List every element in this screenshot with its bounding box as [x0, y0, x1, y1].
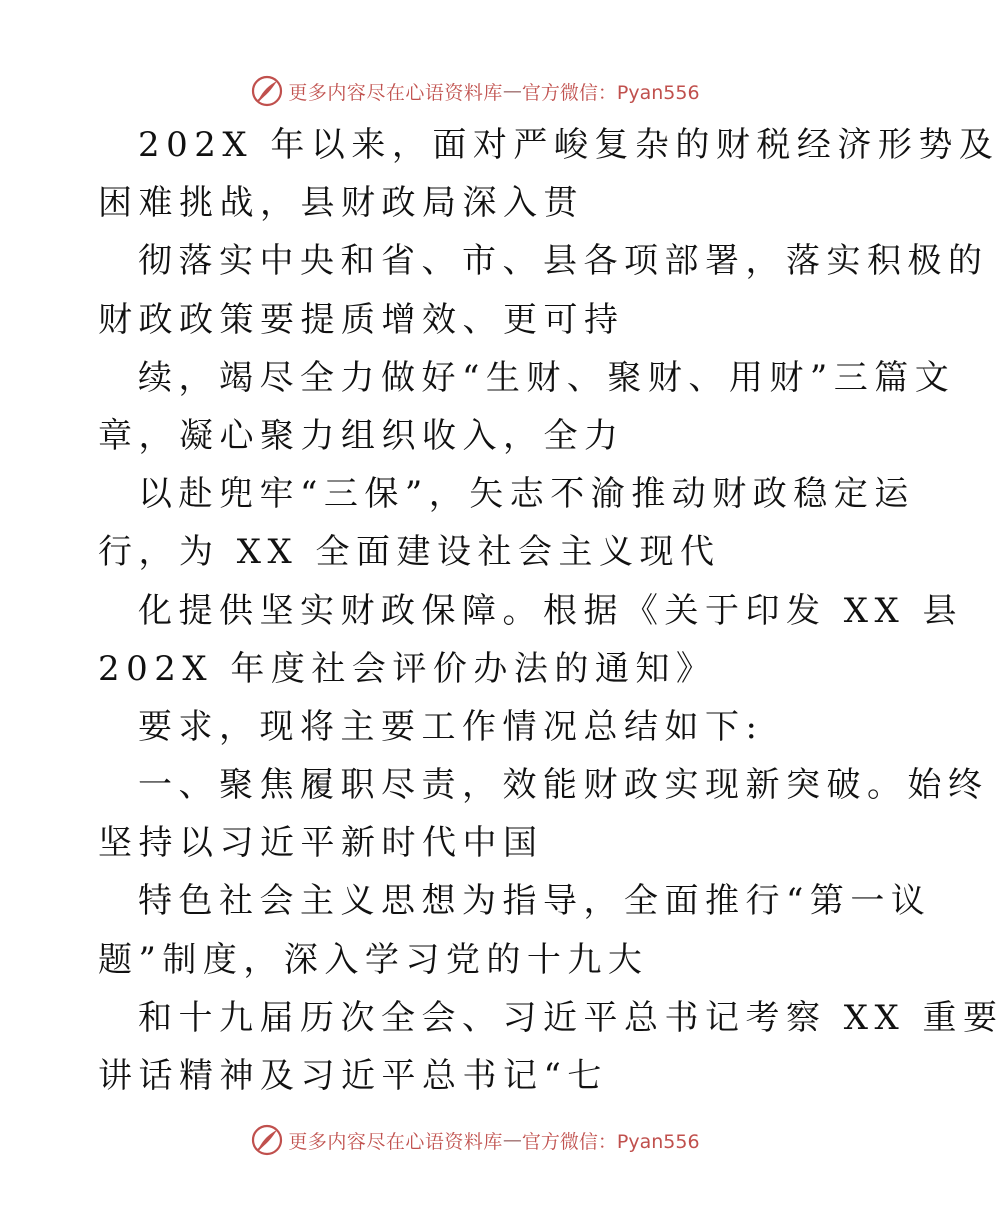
text-line: 和十九届历次全会、习近平总书记考察 XX 重要	[138, 997, 1004, 1038]
text-line: 讲话精神及习近平总书记“七	[98, 1056, 608, 1096]
footer-watermark	[0, 1120, 950, 1160]
text-line: 一、聚焦履职尽责，效能财政实现新突破。始终	[138, 765, 989, 806]
text-line: 章，凝心聚力组织收入，全力	[98, 415, 625, 456]
watermark-main-text: 更多内容尽在心语资料库	[288, 81, 503, 104]
text-line: 202X 年度社会评价办法的通知》	[98, 648, 717, 689]
document-body	[98, 116, 1004, 1105]
watermark-main-text: 更多内容尽在心语资料库	[288, 1130, 503, 1153]
watermark-wechat-text: 官方微信：Pyan556	[521, 81, 700, 104]
text-line: 题”制度，深入学习党的十九大	[98, 939, 649, 980]
text-line: 要求，现将主要工作情况总结如下:	[138, 706, 764, 747]
feather-pen-logo-icon	[250, 74, 284, 108]
text-line: 202X 年以来，面对严峻复杂的财税经济形势及	[138, 125, 1000, 165]
header-watermark	[0, 71, 950, 111]
text-line: 以赴兜牢“三保”，矢志不渝推动财政稳定运	[138, 474, 915, 515]
text-line: 财政政策要提质增效、更可持	[98, 299, 625, 340]
text-line: 行，为 XX 全面建设社会主义现代	[98, 532, 721, 573]
watermark-dash: —	[502, 1129, 522, 1151]
text-line: 彻落实中央和省、市、县各项部署，落实积极的	[138, 241, 989, 282]
text-line: 化提供坚实财政保障。根据《关于印发 XX 县	[138, 590, 964, 631]
text-line: 特色社会主义思想为指导，全面推行“第一议	[138, 881, 932, 922]
feather-pen-logo-icon	[250, 1123, 284, 1157]
watermark-wechat-text: 官方微信：Pyan556	[521, 1130, 700, 1153]
watermark-dash: —	[502, 80, 522, 102]
text-line: 续，竭尽全力做好“生财、聚财、用财”三篇文	[138, 357, 956, 398]
text-line: 坚持以习近平新时代中国	[98, 823, 544, 864]
text-line: 困难挑战，县财政局深入贯	[98, 183, 584, 224]
